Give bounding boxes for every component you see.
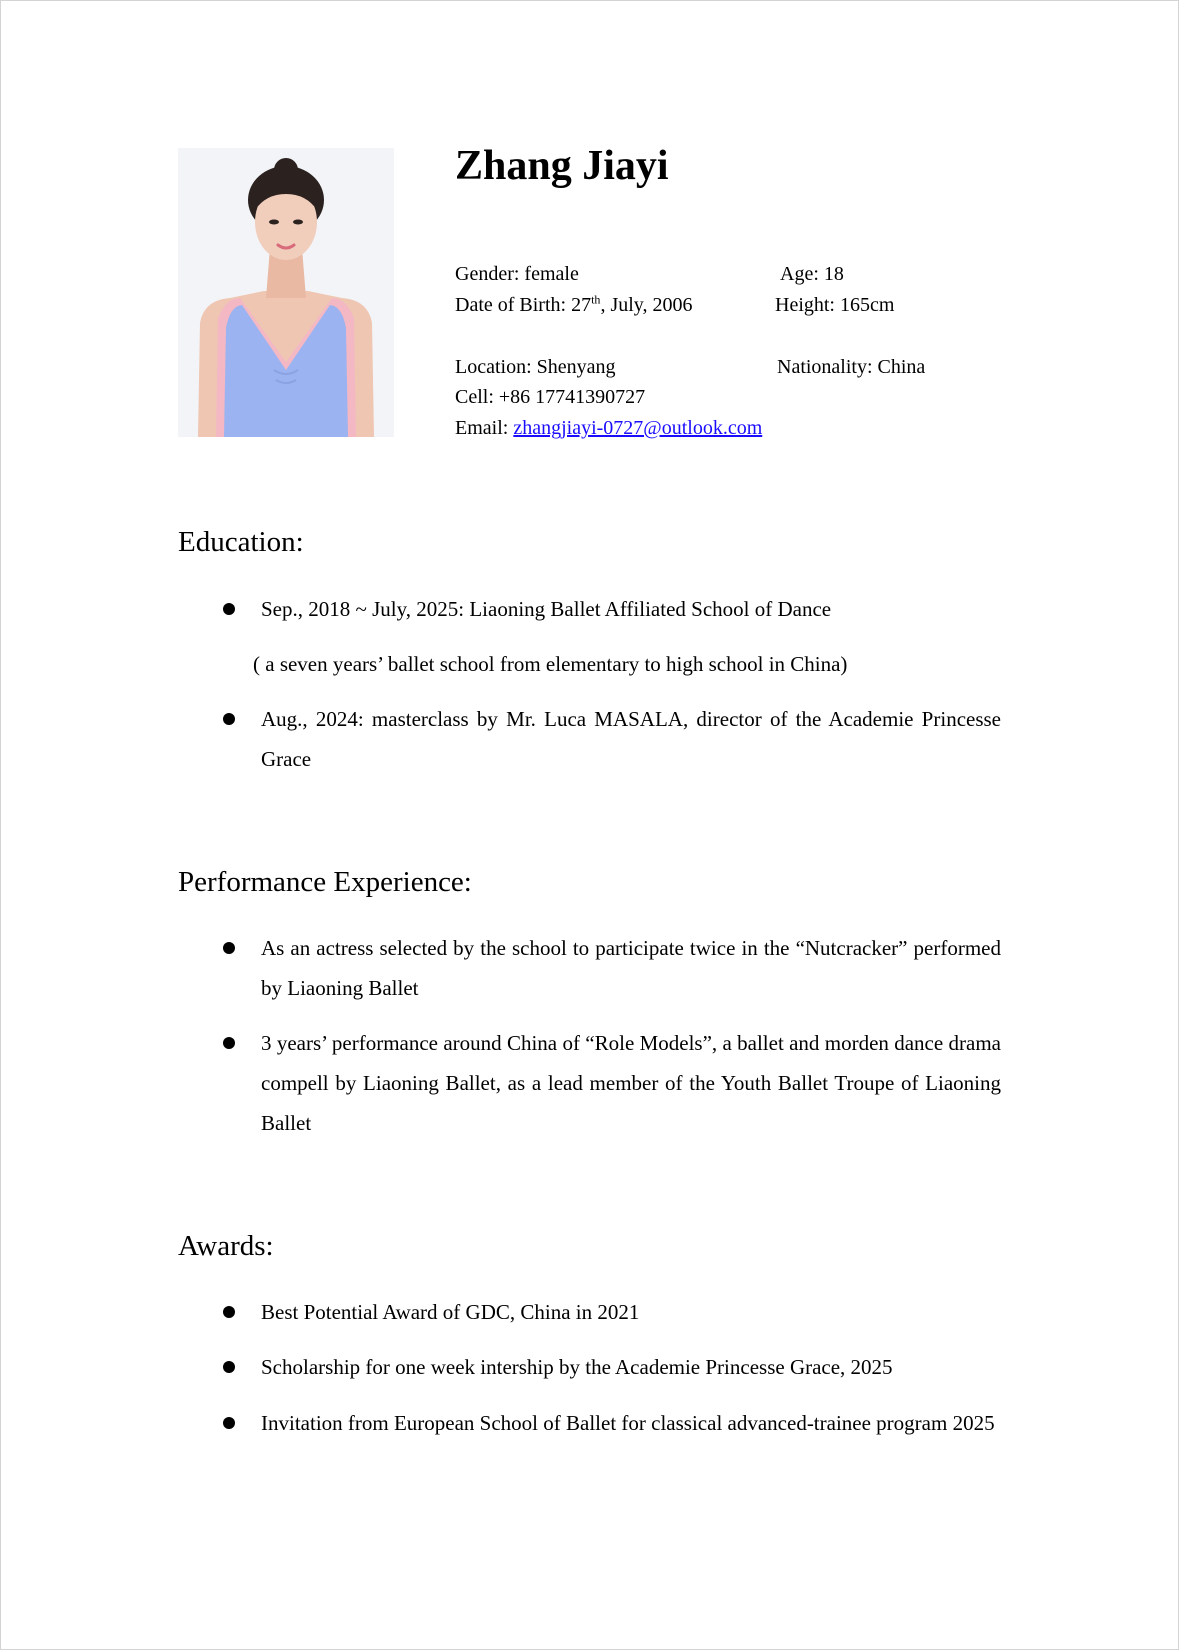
gender-field: Gender: female (455, 263, 579, 285)
location-field: Location: Shenyang (455, 356, 616, 378)
awards-heading: Awards: (178, 1230, 274, 1262)
height-field: Height: 165cm (775, 294, 895, 316)
nationality-field: Nationality: China (777, 356, 926, 378)
email-field (455, 415, 762, 441)
education-note: ( a seven years’ ballet school from elementary to high school in China) (253, 652, 848, 676)
date-of-birth-field (455, 292, 692, 318)
dob-suffix: , July, 2006 (600, 294, 693, 316)
profile-photo (178, 148, 394, 437)
bullet-icon (223, 713, 235, 725)
candidate-name: Zhang Jiayi (455, 143, 669, 189)
education-item: Aug., 2024: masterclass by Mr. Luca MASALA, director of the Academie Princesse Grace (261, 707, 1001, 771)
bullet-icon (223, 942, 235, 954)
bullet-icon (223, 1037, 235, 1049)
performance-heading: Performance Experience: (178, 866, 472, 898)
age-field: Age: 18 (780, 263, 844, 285)
award-item: Scholarship for one week intership by the Academie Princesse Grace, 2025 (261, 1355, 893, 1379)
bullet-icon (223, 1417, 235, 1429)
bullet-icon (223, 1306, 235, 1318)
performance-item: 3 years’ performance around China of “Role Models”, a ballet and morden dance drama compell by Liaoning Ballet, as a lead member of the Youth Ballet Troupe of Liaoning Ballet (261, 1031, 1001, 1135)
performance-item: As an actress selected by the school to participate twice in the “Nutcracker” performed by Liaoning Ballet (261, 936, 1001, 1000)
bullet-icon (223, 1361, 235, 1373)
award-item: Best Potential Award of GDC, China in 2021 (261, 1300, 640, 1324)
dob-prefix: Date of Birth: 27 (455, 294, 592, 316)
dob-superscript: th (591, 292, 601, 307)
portrait-photo-icon (178, 148, 394, 437)
award-item: Invitation from European School of Ballet for classical advanced-trainee program 2025 (261, 1411, 995, 1435)
email-label: Email: (455, 417, 514, 439)
education-item: Sep., 2018 ~ July, 2025: Liaoning Ballet Affiliated School of Dance (261, 597, 832, 621)
email-link[interactable]: zhangjiayi-0727@outlook.com (513, 417, 763, 439)
cell-field: Cell: +86 17741390727 (455, 386, 646, 408)
education-heading: Education: (178, 526, 304, 558)
bullet-icon (223, 603, 235, 615)
